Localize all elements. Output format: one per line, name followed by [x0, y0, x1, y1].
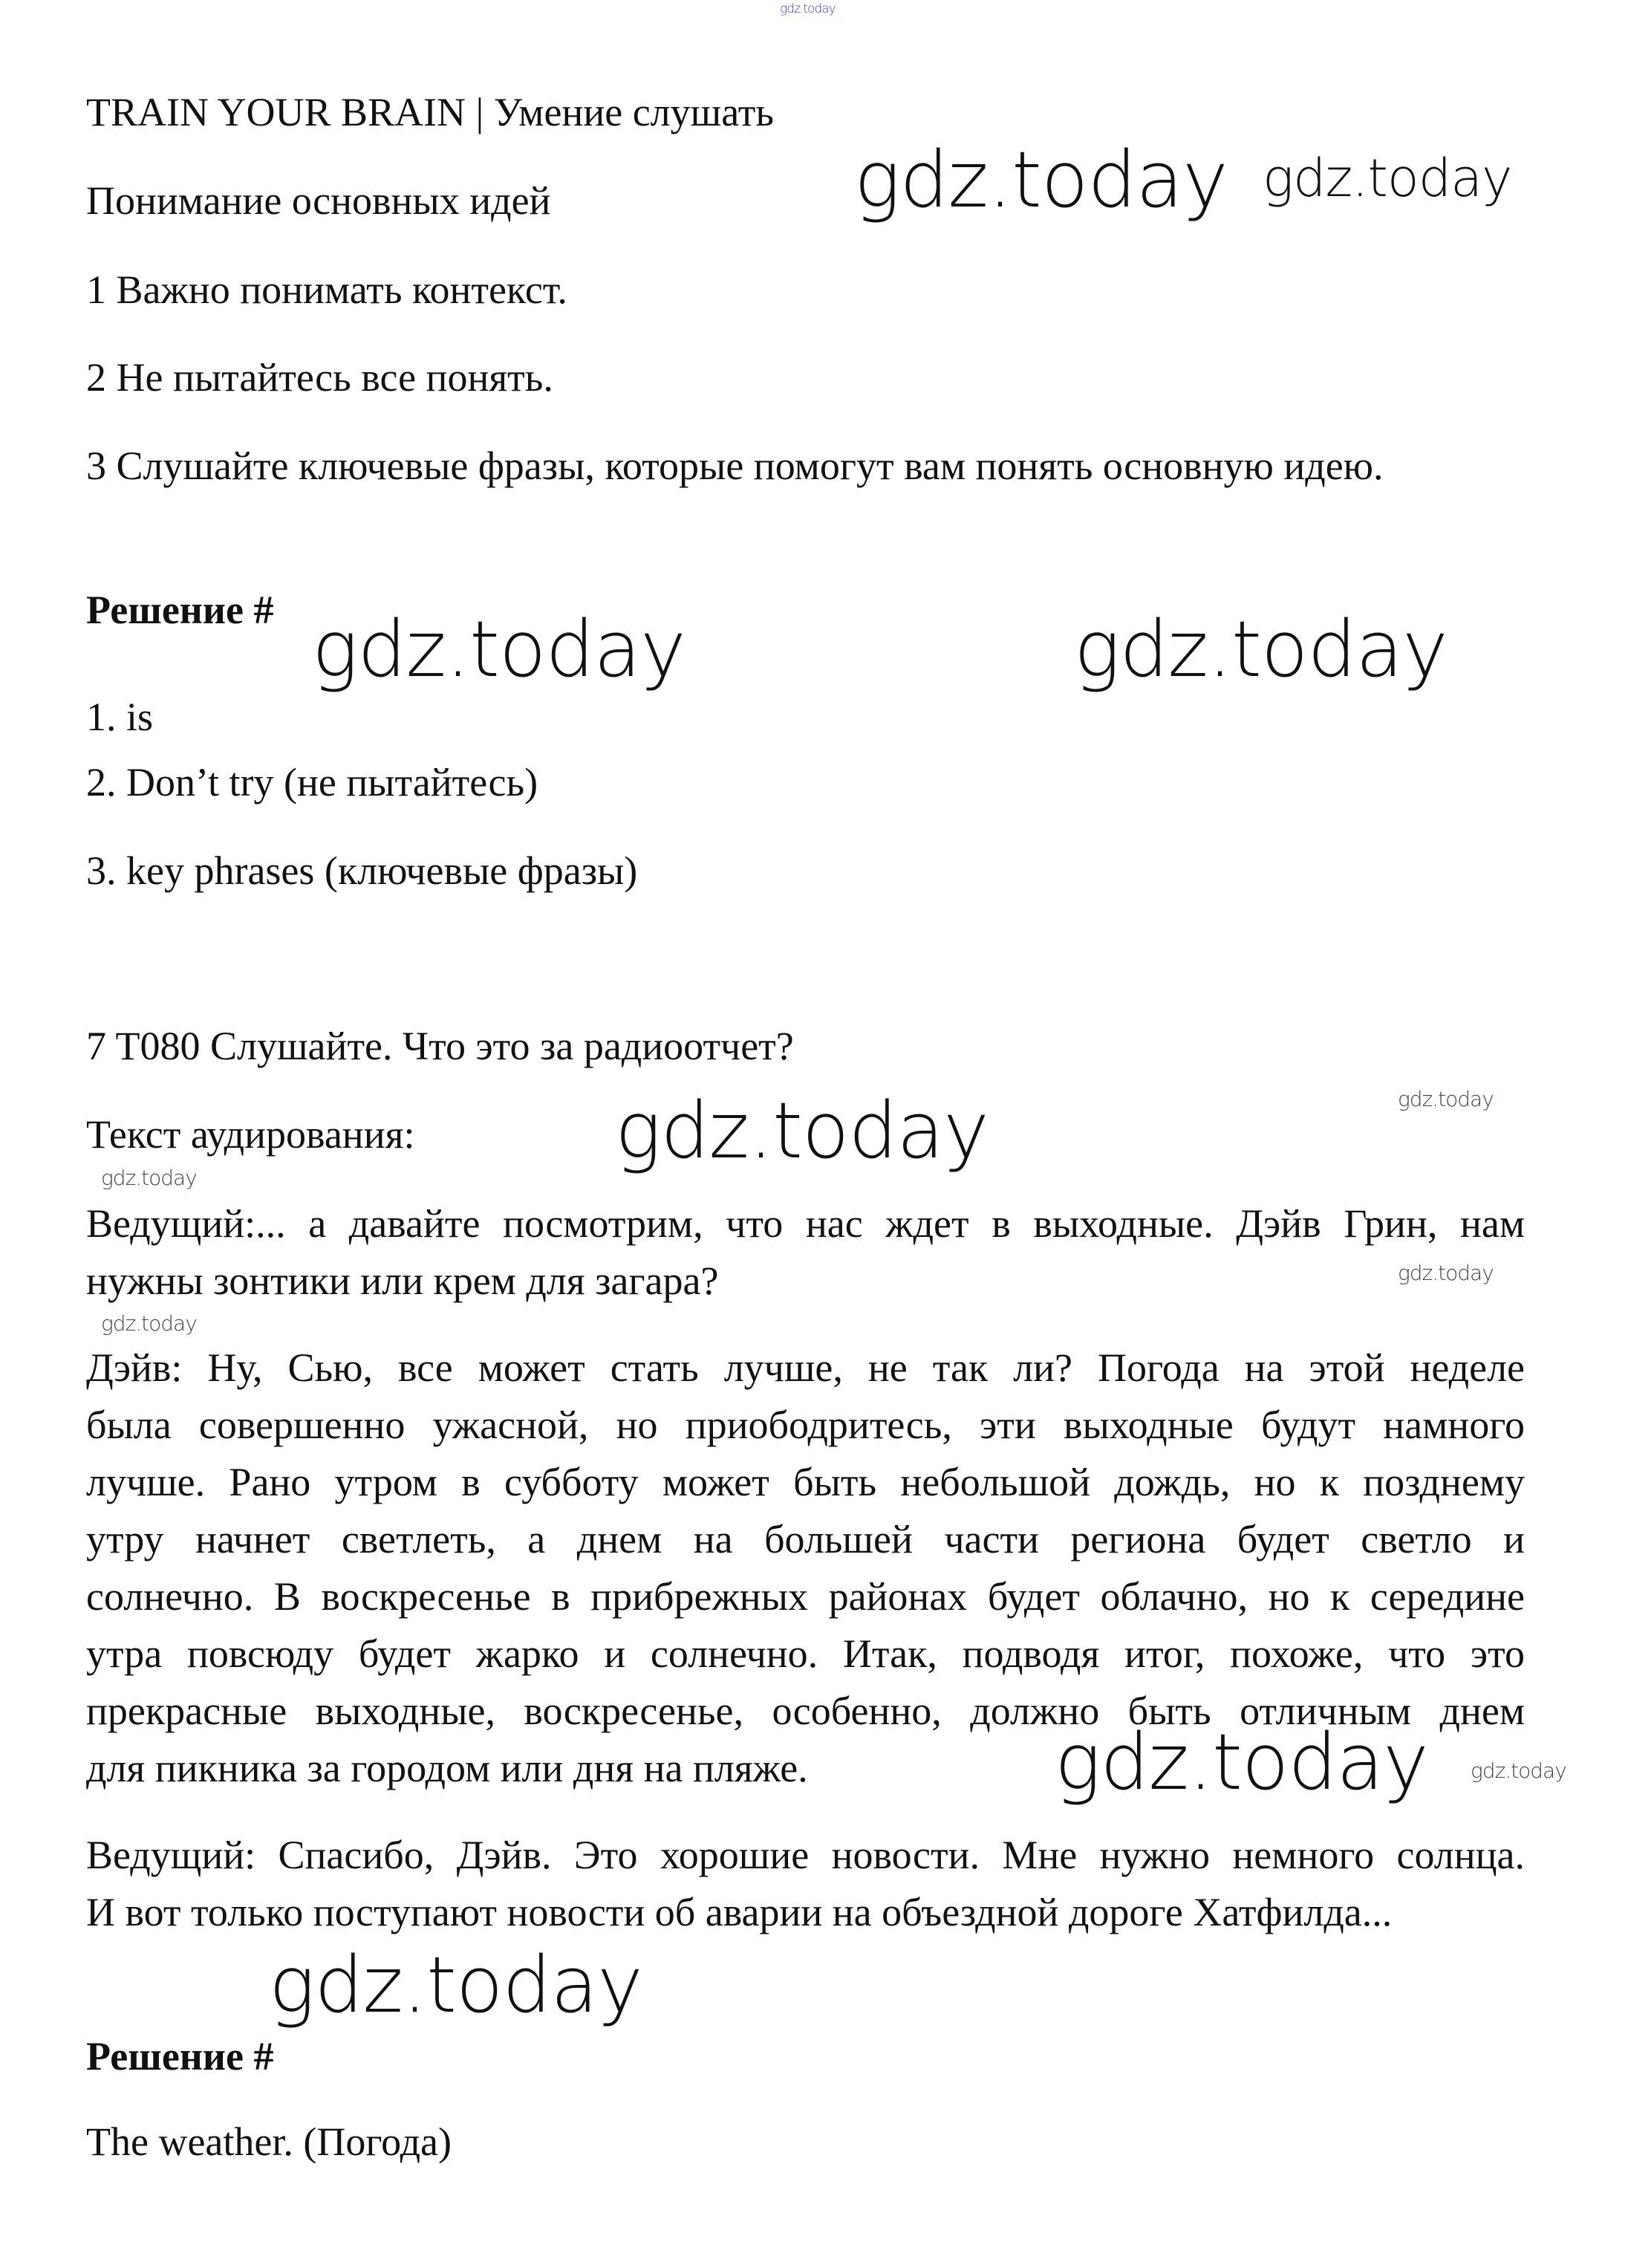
watermark-small: gdz.today: [101, 1166, 197, 1190]
text-line: утра повсюду будет жарко и солнечно. Итак, подводя итог, похоже, что это: [86, 1631, 1525, 1676]
watermark-small: gdz.today: [101, 1311, 197, 1336]
watermark: gdz.today: [1055, 1717, 1428, 1807]
watermark: gdz.today: [312, 604, 686, 695]
solution-heading: Решение #: [86, 588, 274, 632]
text-line: лучше. Рано утром в субботу может быть небольшой дождь, но к позднему: [86, 1460, 1525, 1504]
answer-2: 2. Don’t try (не пытайтесь): [86, 760, 538, 805]
task-heading: 7 T080 Слушайте. Что это за радиоотчет?: [86, 1024, 794, 1068]
watermark-small: gdz.today: [1398, 1087, 1494, 1111]
text-line: солнечно. В воскресенье в прибрежных районах будет облачно, но к середине: [86, 1574, 1525, 1619]
text-line: была совершенно ужасной, но приободритесь, эти выходные будут намного: [86, 1403, 1525, 1447]
watermark: gdz.today: [615, 1085, 989, 1176]
watermark: gdz.today: [1074, 604, 1448, 695]
watermark-small: gdz.today: [1471, 1758, 1566, 1783]
solution-heading-2: Решение #: [86, 2034, 274, 2079]
tip-3: 3 Слушайте ключевые фразы, которые помогут вам понять основную идею.: [86, 443, 1384, 488]
subtitle: Понимание основных идей: [86, 178, 551, 223]
watermark-small: gdz.today: [1398, 1261, 1494, 1285]
text-line: нужны зонтики или крем для загара?: [86, 1258, 719, 1303]
transcript-label: Текст аудирования:: [86, 1112, 415, 1157]
watermark: gdz.today: [854, 134, 1228, 225]
text-line: Ведущий:... а давайте посмотрим, что нас ждет в выходные. Дэйв Грин, нам: [86, 1201, 1525, 1246]
text-line: И вот только поступают новости об аварии на объездной дороге Хатфилда...: [86, 1890, 1393, 1934]
text-line: для пикника за городом или дня на пляже.: [86, 1746, 808, 1790]
text-line: Ведущий: Спасибо, Дэйв. Это хорошие новости. Мне нужно немного солнца.: [86, 1833, 1525, 1877]
text-line: утру начнет светлеть, а днем на большей части региона будет светло и: [86, 1517, 1525, 1562]
watermark-top: gdz.today: [780, 1, 836, 16]
presenter-paragraph-1: [86, 1201, 1525, 1316]
answer-3: 3. key phrases (ключевые фразы): [86, 848, 638, 893]
presenter-paragraph-2: [86, 1833, 1525, 1947]
solution-answer: The weather. (Погода): [86, 2119, 452, 2164]
tip-1: 1 Важно понимать контекст.: [86, 267, 567, 312]
watermark: gdz.today: [269, 1940, 642, 2030]
text-line: прекрасные выходные, воскресенье, особенно, должно быть отличным днем: [86, 1689, 1525, 1733]
text-line: Дэйв: Ну, Сью, все может стать лучше, не так ли? Погода на этой неделе: [86, 1345, 1525, 1390]
tip-2: 2 Не пытайтесь все понять.: [86, 355, 553, 400]
page-title: TRAIN YOUR BRAIN | Умение слушать: [86, 90, 774, 134]
watermark: gdz.today: [1263, 148, 1512, 209]
dave-paragraph: [86, 1345, 1525, 1807]
answer-1: 1. is: [86, 695, 154, 739]
